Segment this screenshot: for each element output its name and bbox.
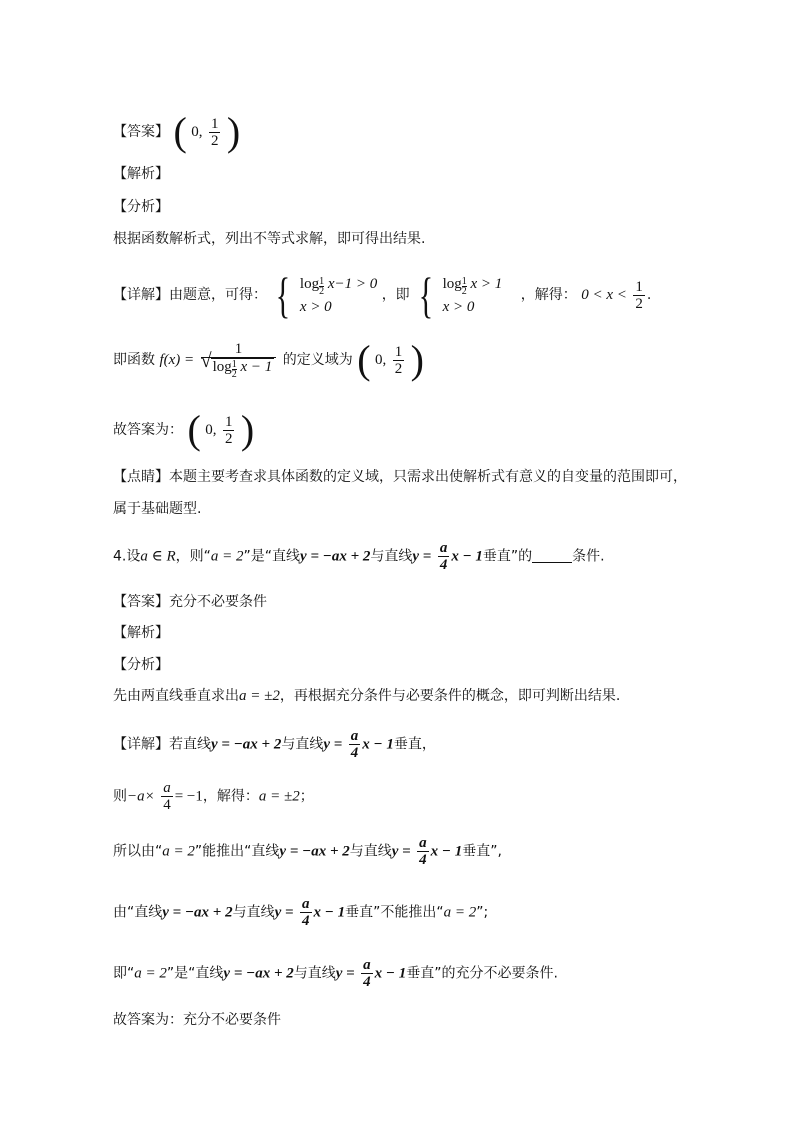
answer-label: 【答案】 — [113, 594, 169, 610]
ji-t1: 即“ — [113, 965, 135, 982]
frac-num: 1 — [210, 115, 219, 132]
frac-den: 4 — [439, 557, 448, 573]
frac-den: 2 — [224, 430, 233, 447]
dianjing-line-1 — [113, 467, 687, 487]
calc-post: = −1 — [174, 788, 203, 805]
q4-t3: 与直线 — [370, 548, 413, 565]
frac-num: a — [439, 540, 448, 556]
detail-label: 【详解】 — [113, 736, 169, 753]
cond-expr: a = 2 — [162, 843, 195, 860]
jiexi-label-4: 【解析】 — [113, 625, 169, 641]
detail-text-3: ，解得： — [520, 287, 577, 303]
final-answer-1 — [113, 407, 255, 452]
frac-num: a — [350, 728, 359, 744]
line2-frac — [417, 835, 429, 868]
line2-rest: x − 1 — [362, 736, 394, 753]
frac-den: 4 — [419, 852, 427, 868]
frac-num: 1 — [394, 343, 403, 360]
answer-line-1 — [113, 109, 241, 154]
suoyi-t4: 垂直”, — [462, 843, 502, 860]
q4-line2-rest: x − 1 — [451, 548, 483, 565]
interval-fraction — [393, 344, 405, 377]
line1-expr: y = −ax + 2 — [211, 736, 282, 753]
interval-left: 0, — [205, 422, 217, 438]
domain-line — [113, 337, 424, 382]
left-paren-icon: ( — [187, 407, 201, 452]
q4-t2: ”是“直线 — [243, 548, 301, 565]
function-lhs: f(x) = — [159, 352, 195, 368]
final-answer-4: 故答案为：充分不必要条件 — [113, 1012, 281, 1028]
fenxi-text-1: 先由两直线垂直求出 — [113, 688, 239, 704]
frac-num: 1 — [201, 341, 277, 358]
q4-line1: y = −ax + 2 — [300, 548, 371, 565]
you-t1: 由“直线 — [113, 904, 163, 921]
line2-lhs: y = — [274, 904, 294, 921]
right-paren-icon: ) — [410, 337, 424, 382]
question-4 — [113, 540, 605, 573]
line2-frac — [349, 728, 361, 761]
detail-t1: 若直线 — [169, 736, 211, 753]
cond-expr: a = 2 — [134, 965, 167, 982]
fenxi-label-4: 【分析】 — [113, 657, 169, 673]
calc-line — [113, 780, 314, 813]
frac-num: 1 — [635, 278, 643, 295]
sys1-row1: x−1 > 0 — [324, 275, 378, 292]
system-2: log $\frac{1}{2}$ x > 1 x > 0 — [443, 273, 503, 318]
log-base: $\frac{1}{2}$ — [319, 275, 325, 297]
fenxi-text-2: ，再根据充分条件与必要条件的概念，即可判断出结果. — [279, 688, 621, 704]
line2-lhs: y = — [391, 843, 411, 860]
you-t2: 与直线 — [232, 904, 275, 921]
dianjing-label: 【点睛】 — [113, 469, 169, 485]
answer-text: 充分不必要条件 — [169, 594, 267, 610]
calc-t1: 则 — [113, 788, 127, 805]
cond-expr: a = 2 — [443, 904, 477, 921]
suoyi-t3: 与直线 — [349, 843, 392, 860]
detail-label: 【详解】 — [113, 287, 169, 303]
sqrt-icon: √ log $\frac{1}{2}$ x − 1 — [211, 358, 275, 379]
you-t4: ”; — [476, 904, 489, 921]
calc-t2: ，解得： — [202, 788, 259, 805]
result-ineq: 0 < x < — [581, 287, 627, 303]
sys1-row2: x > 0 — [299, 298, 332, 315]
domain-text-2: 的定义域为 — [282, 352, 353, 368]
fenxi-text-4 — [113, 686, 620, 706]
frac-den: 4 — [302, 913, 310, 929]
detail-text: 由题意，可得： — [169, 287, 267, 303]
line1-expr: y = −ax + 2 — [162, 904, 233, 921]
left-paren-icon: ( — [173, 109, 187, 154]
calc-frac — [161, 780, 173, 813]
line2-rest: x − 1 — [313, 904, 346, 921]
detail-line-4 — [113, 728, 436, 761]
answer-label: 【答案】 — [113, 124, 169, 140]
detail-line-1: 【详解】由题意，可得： { log $\frac{1}{2} x-1 > 0$ x > 0 ，即 { log $\frac{1}{2}$ x > 1 x > 0 ，解得： 0 < x < $\frac{1}{2}$ . — [113, 267, 652, 323]
brace-icon: { — [276, 267, 291, 323]
frac-den: 2 — [635, 295, 643, 312]
dianjing-text-1: 本题主要考查求具体函数的定义域，只需求出使解析式有意义的自变量的范围即可， — [169, 469, 687, 485]
ji-t2: ”是“直线 — [166, 965, 224, 982]
frac-den: 4 — [363, 974, 371, 990]
interval-left: 0, — [374, 352, 387, 368]
ji-t4: 垂直”的充分不必要条件. — [406, 965, 558, 982]
sqrt-content: x − 1 — [236, 359, 273, 375]
answer-blank — [532, 548, 572, 563]
ji-line — [113, 957, 558, 990]
detail-t2: 与直线 — [281, 736, 324, 753]
q4-line2-lhs: y = — [412, 548, 432, 565]
q4-prefix: 4.设 — [113, 548, 141, 565]
line2-rest: x − 1 — [374, 965, 407, 982]
line2-frac — [361, 957, 373, 990]
q4-t1: ，则“ — [175, 548, 211, 565]
q4-t4: 垂直”的 — [482, 548, 533, 565]
frac-den: 2 — [210, 132, 219, 149]
you-t3: 垂直”不能推出“ — [345, 904, 444, 921]
suoyi-t2: ”能推出“直线 — [194, 843, 280, 860]
frac-num: 1 — [224, 413, 233, 430]
frac-num: a — [163, 780, 171, 796]
detail-t3: 垂直， — [393, 736, 436, 753]
frac-den: 4 — [163, 797, 171, 813]
domain-text-1: 即函数 — [113, 352, 155, 368]
frac-num: a — [363, 957, 371, 973]
fenxi-text-1: 根据函数解析式，列出不等式求解，即可得出结果. — [113, 231, 426, 247]
result-frac — [633, 279, 645, 312]
frac-den: 2 — [394, 360, 403, 377]
right-paren-icon: ) — [226, 109, 241, 154]
calc-res: a = ±2 — [258, 788, 300, 805]
you-line — [113, 896, 488, 929]
interval-fraction — [223, 414, 235, 447]
suoyi-t1: 所以由“ — [113, 843, 163, 860]
jiexi-label-1: 【解析】 — [113, 166, 169, 182]
detail-text-2: ，即 — [381, 287, 410, 303]
q4-frac — [438, 540, 450, 573]
brace-icon: { — [418, 267, 434, 323]
frac-num: a — [419, 835, 427, 851]
sys2-row2: x > 0 — [442, 298, 475, 315]
line2-frac — [300, 896, 312, 929]
sys2-row1: x > 1 — [466, 275, 503, 292]
interval-left: 0, — [191, 124, 203, 140]
line1-expr: y = −ax + 2 — [279, 843, 350, 860]
left-paren-icon: ( — [357, 337, 371, 382]
line2-lhs: y = — [335, 965, 355, 982]
system-1 — [300, 273, 377, 318]
line1-expr: y = −ax + 2 — [223, 965, 294, 982]
function-fraction — [201, 341, 277, 379]
suoyi-line — [113, 835, 502, 868]
log-text: log — [299, 275, 320, 292]
line2-rest: x − 1 — [430, 843, 463, 860]
calc-t3: ； — [299, 788, 314, 805]
answer-line-4 — [113, 592, 267, 612]
interval-fraction — [209, 116, 221, 149]
fenxi-expr: a = ±2 — [239, 688, 280, 704]
frac-den: 4 — [350, 745, 359, 761]
q4-a-in-r: a ∈ R — [140, 548, 176, 565]
dianjing-line-2: 属于基础题型. — [113, 501, 202, 517]
q4-t5: 条件. — [572, 548, 605, 565]
ji-t3: 与直线 — [293, 965, 336, 982]
log-base: $\frac{1}{2}$ — [461, 275, 467, 297]
calc-pre: −a× — [127, 788, 155, 805]
line2-lhs: y = — [323, 736, 343, 753]
final-text: 故答案为： — [113, 422, 183, 438]
q4-cond: a = 2 — [210, 548, 244, 565]
frac-num: a — [302, 896, 310, 912]
right-paren-icon: ) — [240, 407, 255, 452]
fenxi-label-1: 【分析】 — [113, 199, 169, 215]
